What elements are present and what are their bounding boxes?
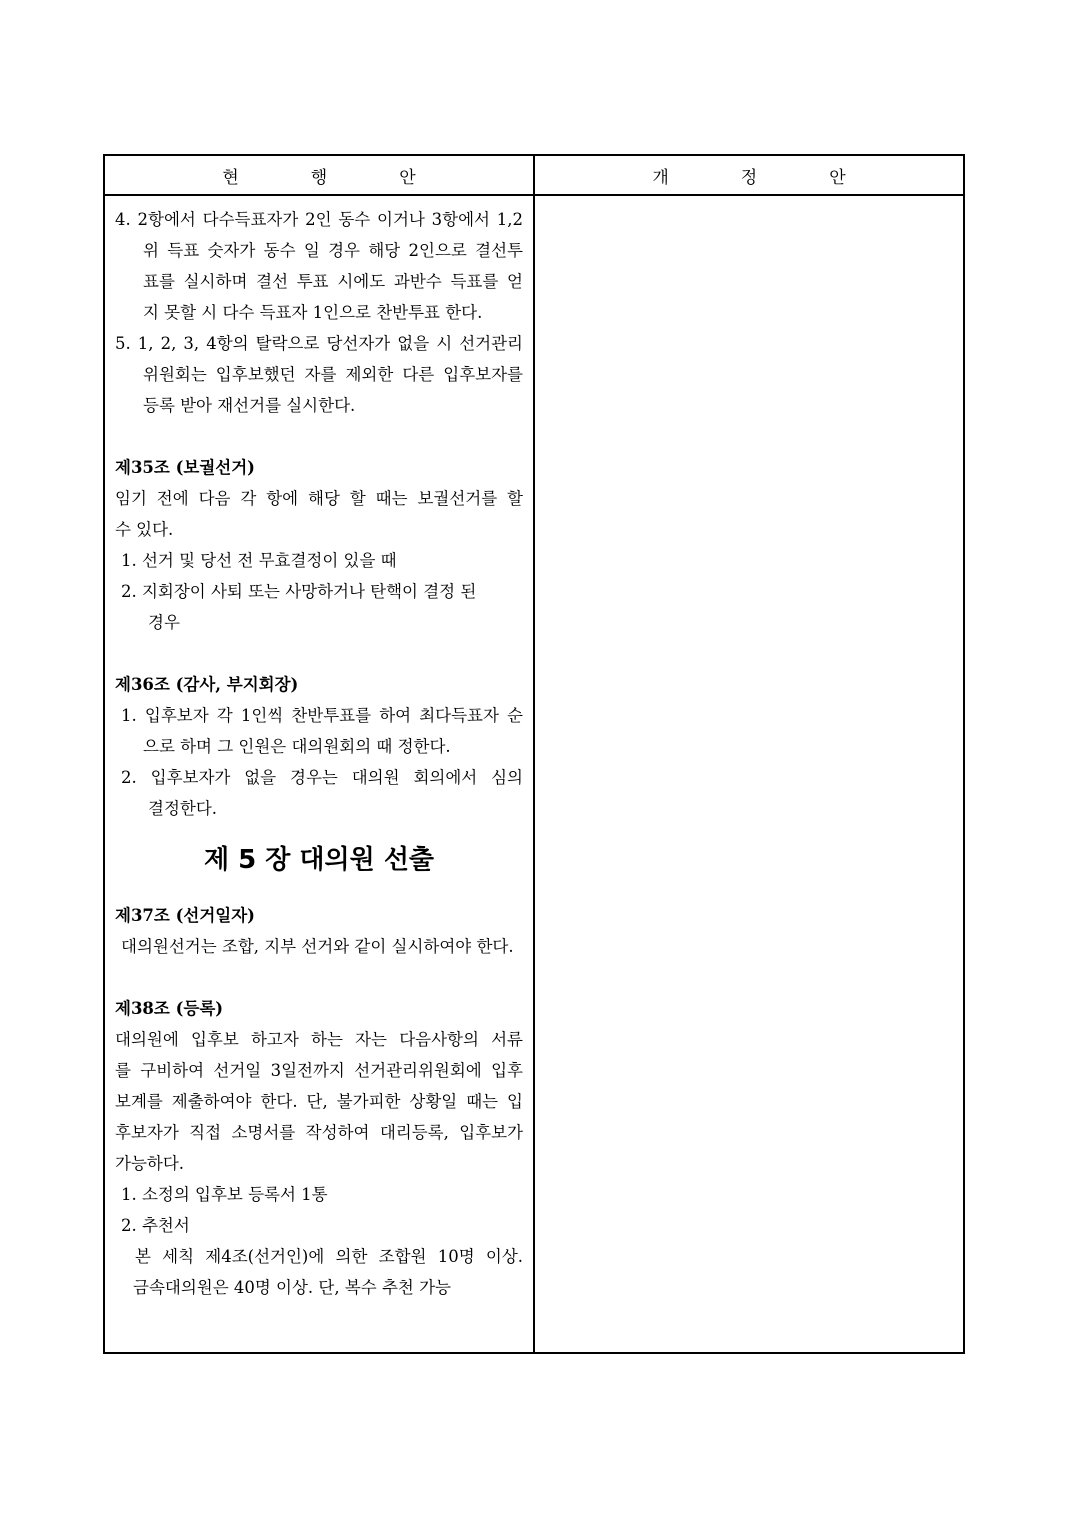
- revised-column: [535, 196, 963, 1352]
- list-item-continuation: 결정한다.: [148, 799, 218, 818]
- item-4: [115, 204, 523, 328]
- header-current: [105, 156, 535, 194]
- list-item: 2. 지회장이 사퇴 또는 사망하거나 탄핵이 결정 된: [121, 582, 477, 601]
- article-title: 제36조 (감사, 부지회장): [115, 675, 299, 694]
- header-current-char: 안: [399, 167, 416, 188]
- header-revised: [535, 156, 963, 194]
- article-38: [115, 993, 523, 1303]
- header-revised-char: 안: [829, 167, 846, 188]
- header-current-char: 행: [310, 167, 328, 188]
- article-36: [115, 669, 523, 824]
- text-line: 보계를 제출하여야 한다. 단, 불가피한 상황일 때는 입: [115, 1092, 523, 1111]
- text-line: 가능하다.: [115, 1154, 185, 1173]
- text-line: 금속대의원은 40명 이상. 단, 복수 추천 가능: [133, 1278, 451, 1297]
- list-item-continuation: 경우: [148, 613, 180, 632]
- list-item: 2. 추천서: [121, 1216, 190, 1235]
- header-revised-char: 개: [652, 167, 669, 188]
- text-line: 위원회는 입후보했던 자를 제외한 다른 입후보자를: [143, 365, 523, 384]
- list-item: 1. 입후보자 각 1인씩 찬반투표를 하여 최다득표자 순: [121, 706, 523, 725]
- text-line: 임기 전에 다음 각 항에 해당 할 때는 보궐선거를 할: [115, 489, 523, 508]
- text-line: 후보자가 직접 소명서를 작성하여 대리등록, 입후보가: [115, 1123, 523, 1142]
- list-item: 2. 입후보자가 없을 경우는 대의원 회의에서 심의: [121, 768, 523, 787]
- text-line: 본 세칙 제4조(선거인)에 의한 조합원 10명 이상.: [135, 1247, 523, 1266]
- text-line: 등록 받아 재선거를 실시한다.: [143, 396, 356, 415]
- chapter-heading: 제 5 장 대의원 선출: [203, 845, 435, 875]
- text-line: 를 구비하여 선거일 3일전까지 선거관리위원회에 입후: [115, 1061, 523, 1080]
- article-37: [115, 900, 523, 962]
- table-body-row: [105, 196, 963, 1352]
- text-line: 대의원선거는 조합, 지부 선거와 같이 실시하여야 한다.: [121, 937, 514, 956]
- list-item-continuation: 으로 하며 그 인원은 대의원회의 때 정한다.: [143, 737, 451, 756]
- item-5: [115, 328, 523, 421]
- text-line: 대의원에 입후보 하고자 하는 자는 다음사항의 서류: [115, 1030, 523, 1049]
- header-revised-char: 정: [740, 167, 758, 188]
- article-title: 제35조 (보궐선거): [115, 458, 255, 477]
- text-line: 수 있다.: [115, 520, 174, 539]
- header-current-char: 현: [222, 167, 239, 188]
- text-line: 위 득표 숫자가 동수 일 경우 해당 2인으로 결선투: [143, 241, 523, 260]
- comparison-table: [103, 154, 965, 1354]
- text-line: 5. 1, 2, 3, 4항의 탈락으로 당선자가 없을 시 선거관리: [115, 334, 523, 353]
- text-line: 지 못할 시 다수 득표자 1인으로 찬반투표 한다.: [143, 303, 483, 322]
- text-line: 표를 실시하며 결선 투표 시에도 과반수 득표를 얻: [143, 272, 523, 291]
- list-item: 1. 선거 및 당선 전 무효결정이 있을 때: [121, 551, 397, 570]
- article-35: [115, 452, 523, 638]
- current-column: [105, 196, 535, 1352]
- table-header-row: [105, 156, 963, 196]
- article-title: 제37조 (선거일자): [115, 906, 255, 925]
- text-line: 4. 2항에서 다수득표자가 2인 동수 이거나 3항에서 1,2: [115, 210, 523, 229]
- article-title: 제38조 (등록): [115, 999, 224, 1018]
- list-item: 1. 소정의 입후보 등록서 1통: [121, 1185, 328, 1204]
